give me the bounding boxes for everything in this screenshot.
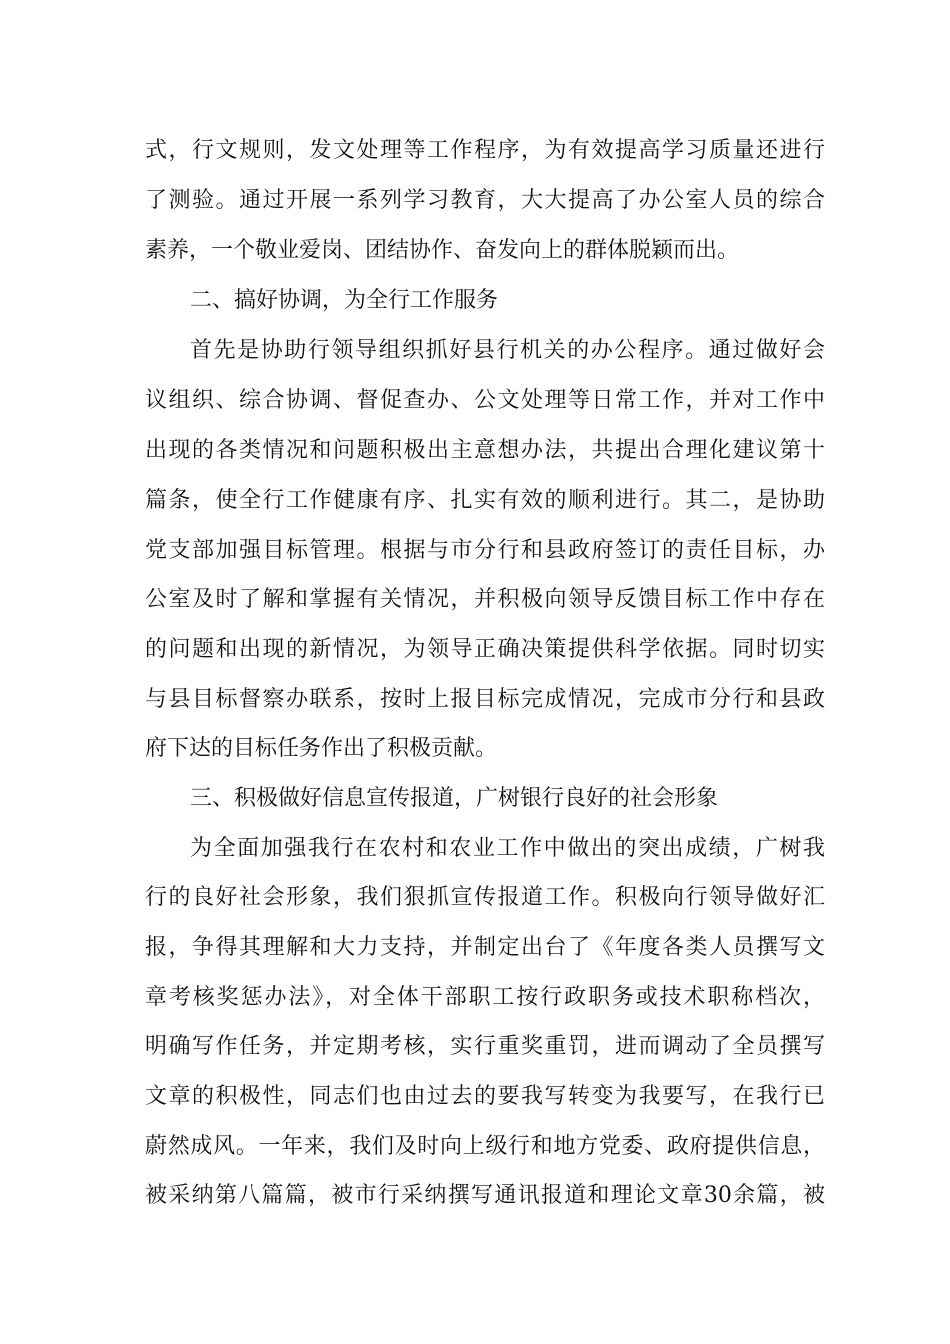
text-line: 出现的各类情况和问题积极出主意想办法，共提出合理化建议第十: [145, 438, 825, 463]
text-line: 首先是协助行领导组织抓好县行机关的办公程序。通过做好会: [190, 338, 825, 363]
text-line: 式，行文规则，发文处理等工作程序，为有效提高学习质量还进行: [145, 138, 825, 163]
text-line: 被采纳第八篇篇，被市行采纳撰写通讯报道和理论文章30余篇，被: [145, 1183, 825, 1208]
text-line: 了测验。通过开展一系列学习教育，大大提高了办公室人员的综合: [145, 188, 825, 213]
text-line: 素养，一个敬业爱岗、团结协作、奋发向上的群体脱颖而出。: [145, 238, 740, 263]
section-heading: 三、积极做好信息宣传报道，广树银行良好的社会形象: [190, 786, 719, 811]
text-line: 章考核奖惩办法》，对全体干部职工按行政职务或技术职称档次，: [145, 985, 825, 1010]
text-line: 蔚然成风。一年来，我们及时向上级行和地方党委、政府提供信息，: [145, 1134, 825, 1159]
text-line: 与县目标督察办联系，按时上报目标完成情况，完成市分行和县政: [145, 687, 825, 712]
text-line: 文章的积极性，同志们也由过去的要我写转变为我要写，在我行已: [145, 1084, 825, 1109]
text-line: 明确写作任务，并定期考核，实行重奖重罚，进而调动了全员撰写: [145, 1034, 825, 1059]
text-line: 党支部加强目标管理。根据与市分行和县政府签订的责任目标，办: [145, 538, 825, 563]
text-line: 府下达的目标任务作出了积极贡献。: [145, 736, 498, 761]
section-heading: 二、搞好协调，为全行工作服务: [190, 288, 499, 313]
text-line: 报，争得其理解和大力支持，并制定出台了《年度各类人员撰写文: [145, 935, 825, 960]
text-line: 篇条，使全行工作健康有序、扎实有效的顺利进行。其二，是协助: [145, 488, 825, 513]
text-line: 的问题和出现的新情况，为领导正确决策提供科学依据。同时切实: [145, 637, 825, 662]
text-line: 公室及时了解和掌握有关情况，并积极向领导反馈目标工作中存在: [145, 587, 825, 612]
text-line: 行的良好社会形象，我们狠抓宣传报道工作。积极向行领导做好汇: [145, 885, 825, 910]
text-line: 议组织、综合协调、督促查办、公文处理等日常工作，并对工作中: [145, 388, 825, 413]
text-line: 为全面加强我行在农村和农业工作中做出的突出成绩，广树我: [190, 836, 825, 861]
